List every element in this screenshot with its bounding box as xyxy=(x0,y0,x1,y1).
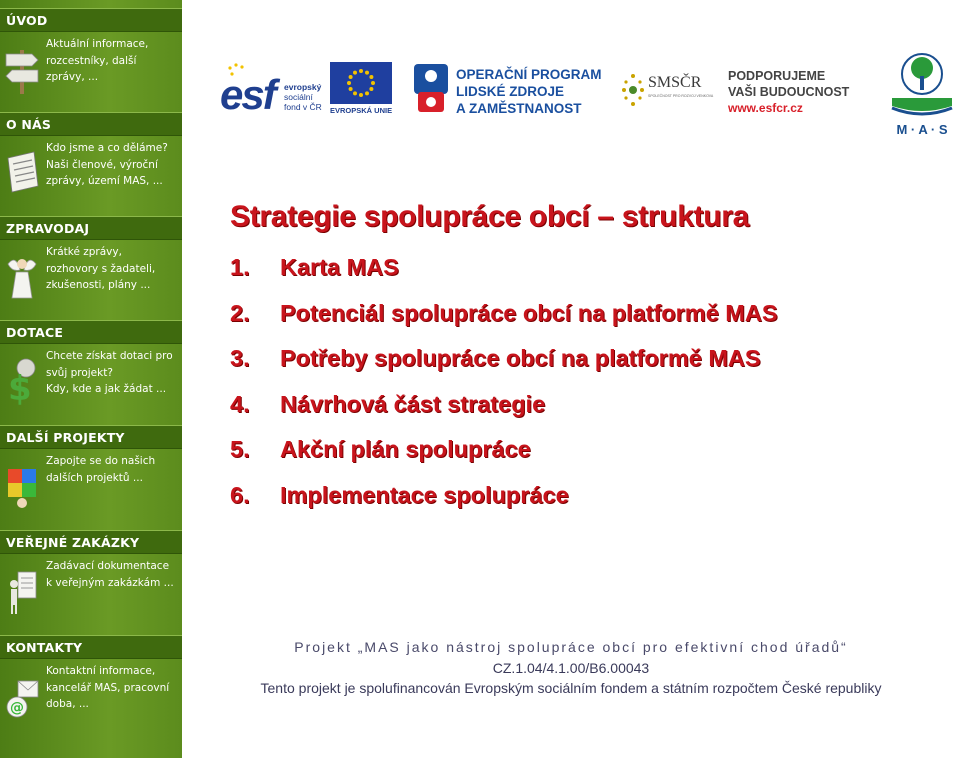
op-lzz-emblem-icon xyxy=(412,62,450,114)
op-lzz-logo xyxy=(412,62,602,118)
list-item: 1. Karta MAS xyxy=(230,254,399,280)
nav-heading-verejne-zakazky[interactable]: VEŘEJNÉ ZAKÁZKY xyxy=(0,530,182,554)
logo-strip xyxy=(182,0,960,150)
mas-wordmark: M · A · S xyxy=(896,122,948,137)
list-item: 4. Návrhová část strategie xyxy=(230,390,546,417)
nav-section-o-nas[interactable] xyxy=(0,112,182,216)
eu-logo xyxy=(330,62,396,118)
puzzle-icon xyxy=(4,459,40,511)
nav-desc-dalsi-projekty[interactable]: Zapojte se do našich dalších projektů ... xyxy=(46,455,156,484)
mas-tree-icon xyxy=(888,48,956,124)
nav-section-dotace[interactable] xyxy=(0,320,182,424)
nav-desc-dotace[interactable]: Chcete získat dotaci pro svůj projekt? Kdy, kde a jak žádat ... xyxy=(46,350,173,395)
mas-logo xyxy=(888,48,956,140)
smscr-subtitle: SPOLEČNOST PRO ROZVOJ VENKOVA xyxy=(648,94,714,98)
nav-heading-zpravodaj[interactable]: ZPRAVODAJ xyxy=(0,216,182,240)
footer xyxy=(182,636,960,698)
nav-heading-uvod[interactable]: ÚVOD xyxy=(0,8,182,32)
nav-desc-verejne-zakazky[interactable]: Zadávací dokumentace k veřejným zakázkám ... xyxy=(46,560,174,589)
list-item: 5. Akční plán spolupráce xyxy=(230,436,531,463)
project-code: CZ.1.04/4.1.00/B6.00043 xyxy=(492,660,650,676)
nav-heading-kontakty[interactable]: KONTAKTY xyxy=(0,635,182,659)
nav-heading-o-nas[interactable]: O NÁS xyxy=(0,112,182,136)
nav-heading-dalsi-projekty[interactable]: DALŠÍ PROJEKTY xyxy=(0,425,182,449)
dollar-icon xyxy=(4,354,40,406)
smscr-star-icon xyxy=(618,70,648,110)
nav-desc-o-nas[interactable]: Kdo jsme a co děláme? Naši členové, výroční zprávy, území MAS, ... xyxy=(46,142,168,187)
nav-desc-zpravodaj[interactable]: Krátké zprávy, rozhovory s žadateli, zkušenosti, plány ... xyxy=(46,246,156,291)
op-text-2: LIDSKÉ ZDROJE xyxy=(456,84,565,99)
sidebar-nav xyxy=(0,0,182,758)
nav-section-uvod[interactable] xyxy=(0,8,182,112)
document-figure-icon xyxy=(4,564,40,616)
esf-text-1: evropský xyxy=(284,82,322,92)
nav-section-zpravodaj[interactable] xyxy=(0,216,182,320)
nav-section-dalsi-projekty[interactable] xyxy=(0,425,182,529)
op-text-3: A ZAMĚSTNANOST xyxy=(456,101,582,116)
list-item: 2. Potenciál spolupráce obcí na platformě MAS xyxy=(230,299,778,326)
nav-desc-kontakty[interactable]: Kontaktní informace, kancelář MAS, pracovní doba, ... xyxy=(46,665,170,710)
eu-flag-icon xyxy=(330,62,392,104)
support-text-1: PODPORUJEME xyxy=(728,69,826,83)
email-at-icon xyxy=(4,669,40,721)
support-logo xyxy=(728,68,858,124)
smscr-wordmark: SMSČR xyxy=(648,74,702,91)
signpost-icon xyxy=(4,42,40,94)
support-url-link[interactable]: www.esfcr.cz xyxy=(728,101,803,115)
nav-section-kontakty[interactable] xyxy=(0,635,182,739)
list-item: 3. Potřeby spolupráce obcí na platformě MAS xyxy=(230,345,761,372)
esf-wordmark: esf xyxy=(220,71,275,118)
angel-icon xyxy=(4,250,40,302)
svg-text:$: $ xyxy=(8,369,32,406)
list-item: 6. Implementace spolupráce xyxy=(230,481,569,508)
op-text-1: OPERAČNÍ PROGRAM xyxy=(456,67,602,82)
esf-text-3: fond v ČR xyxy=(284,102,322,112)
eu-label: EVROPSKÁ UNIE xyxy=(330,106,393,115)
funding-note: Tento projekt je spolufinancován Evropským sociálním fondem a státním rozpočtem České republiky xyxy=(260,680,882,696)
support-text-2: VAŠI BUDOUCNOST xyxy=(728,85,850,99)
esf-logo xyxy=(220,62,328,118)
esf-text-2: sociální xyxy=(284,92,313,102)
nav-heading-dotace[interactable]: DOTACE xyxy=(0,320,182,344)
nav-desc-uvod[interactable]: Aktuální informace, rozcestníky, další zprávy, ... xyxy=(46,38,149,83)
nav-section-verejne-zakazky[interactable] xyxy=(0,530,182,634)
smscr-logo xyxy=(618,70,718,116)
structure-list xyxy=(230,254,778,528)
slide-title: Strategie spolupráce obcí – struktura xyxy=(230,200,750,233)
project-name: Projekt „MAS jako nástroj spolupráce obcí pro efektivní chod úřadů“ xyxy=(294,639,848,655)
svg-text:@: @ xyxy=(10,700,24,716)
newspaper-icon xyxy=(4,146,40,198)
